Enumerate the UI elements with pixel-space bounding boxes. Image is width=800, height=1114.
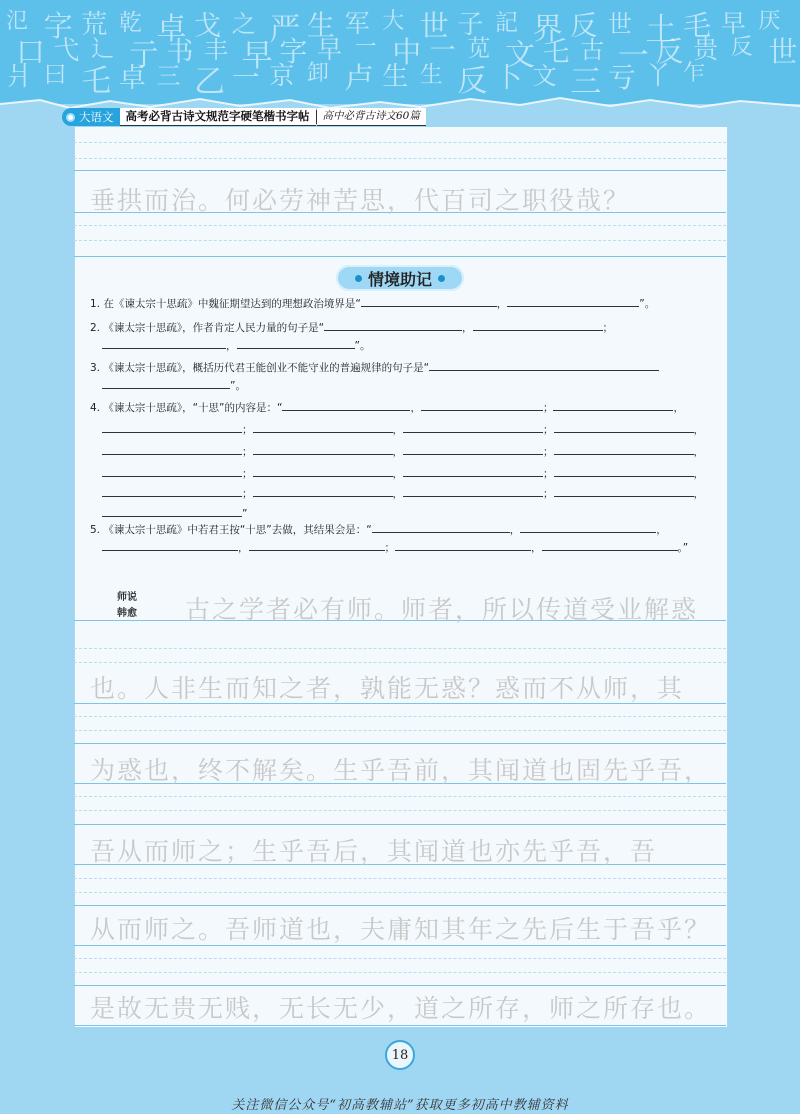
deco-char: 卸	[306, 61, 329, 86]
deco-char: 毛	[683, 9, 712, 42]
section-header	[336, 265, 464, 291]
answer-blank[interactable]	[249, 540, 385, 551]
deco-char: 口	[16, 35, 46, 69]
deco-char: 記	[495, 10, 519, 36]
badge-dot-icon	[66, 113, 75, 122]
question-2	[90, 320, 613, 335]
punct: ，	[392, 446, 403, 458]
punct: ；	[543, 424, 554, 436]
punct: ，	[693, 468, 704, 480]
deco-char: 字	[43, 9, 73, 43]
deco-char: 早	[720, 9, 746, 38]
answer-blank[interactable]	[421, 400, 543, 411]
deco-char: 一	[231, 61, 260, 94]
answer-blank[interactable]	[102, 378, 230, 389]
question-5	[90, 522, 667, 537]
guide-line	[74, 240, 726, 241]
answer-blank[interactable]	[403, 444, 543, 455]
punct: ，	[531, 542, 542, 554]
deco-char: 一	[617, 38, 649, 74]
poem-author: 韩愈	[117, 608, 137, 619]
punct: ；	[242, 468, 253, 480]
question-2-text: 2. 《谏太宗十思疏》，作者肯定人民力量的句子是“	[90, 322, 325, 334]
guide-line	[74, 730, 726, 731]
ruled-line	[74, 256, 726, 257]
answer-blank[interactable]	[102, 486, 242, 497]
guide-line	[74, 648, 726, 649]
trace-row-4: 吾从而师之；生乎吾后，其闻道也亦先乎吾，吾	[90, 837, 658, 866]
question-4	[90, 400, 684, 415]
guide-line	[74, 958, 726, 959]
deco-char: 字	[279, 35, 308, 68]
deco-char: 严	[269, 12, 301, 48]
deco-char: 卜	[495, 63, 523, 94]
question-3	[90, 360, 659, 375]
guide-line	[74, 225, 726, 226]
guide-line	[74, 796, 726, 797]
trace-text-top: 垂拱而治。何必劳神苦思，代百司之职役哉？	[90, 186, 631, 215]
punct: ”。	[639, 298, 656, 310]
guide-line	[74, 716, 726, 717]
punct: ，	[462, 322, 473, 334]
ruled-line	[74, 170, 726, 171]
question-4-row	[102, 444, 704, 459]
answer-blank[interactable]	[282, 400, 410, 411]
answer-blank[interactable]	[429, 360, 659, 371]
deco-char: 书	[166, 37, 194, 68]
deco-char: 贵	[693, 35, 719, 64]
punct: ”	[242, 508, 248, 520]
deco-char: 文	[532, 62, 557, 90]
section-title: 情境助记	[367, 269, 432, 289]
deco-char: 爿	[6, 62, 33, 92]
deco-char: 世	[768, 35, 798, 69]
answer-blank[interactable]	[253, 466, 393, 477]
page-header	[62, 108, 426, 126]
question-1	[90, 296, 655, 311]
deco-char: 一	[429, 36, 456, 66]
ruled-line	[74, 985, 726, 986]
guide-line	[74, 158, 726, 159]
deco-char: 乍	[683, 61, 706, 86]
answer-blank[interactable]	[102, 422, 242, 433]
question-5-text: 5. 《谏太宗十思疏》中若君王按“十思”去做，其结果会是：“	[90, 524, 372, 536]
deco-char: 弋	[53, 36, 80, 66]
guide-line	[74, 972, 726, 973]
deco-char: 辶	[91, 36, 115, 62]
deco-char: 乇	[542, 37, 570, 68]
page-number: 18	[385, 1040, 415, 1070]
deco-char: 丫	[645, 61, 671, 90]
deco-char: 乇	[81, 64, 112, 99]
ruled-line	[74, 1025, 726, 1026]
answer-blank[interactable]	[102, 338, 226, 349]
deco-char: 厌	[758, 9, 781, 34]
deco-char: 卓	[156, 12, 187, 47]
brand-label: 大语文	[79, 110, 114, 124]
deco-char: 氾	[6, 9, 29, 34]
ruled-line	[74, 743, 726, 744]
question-3-cont	[102, 378, 246, 393]
punct: ，	[693, 446, 704, 458]
punct: ，	[673, 402, 684, 414]
answer-blank[interactable]	[253, 486, 393, 497]
deco-char: 反	[730, 35, 753, 60]
answer-blank[interactable]	[403, 422, 543, 433]
punct: ，	[392, 488, 403, 500]
deco-char: 古	[580, 36, 605, 64]
deco-char: 世	[419, 9, 449, 43]
question-4-end	[102, 506, 247, 520]
poem-title: 师说	[117, 592, 137, 603]
deco-char: 乾	[118, 10, 142, 36]
deco-char: 戈	[194, 11, 222, 42]
deco-char: 亍	[128, 38, 159, 73]
answer-blank[interactable]	[237, 338, 355, 349]
guide-line	[74, 662, 726, 663]
punct: ；	[242, 446, 253, 458]
punct: ；	[602, 322, 614, 334]
answer-blank[interactable]	[403, 466, 543, 477]
bullet-dot-icon	[438, 275, 445, 282]
deco-char: 乙	[194, 64, 226, 100]
deco-char: 土	[645, 12, 677, 48]
deco-char: 军	[344, 9, 370, 38]
ruled-line	[74, 905, 726, 906]
deco-char: 文	[505, 38, 536, 73]
punct: ，	[496, 298, 508, 310]
question-3-text: 3. 《谏太宗十思疏》，概括历代君王能创业不能守业的普遍规律的句子是“	[90, 362, 430, 374]
footer-note: 关注微信公众号“初高教辅站”获取更多初高中教辅资料	[231, 1098, 569, 1113]
deco-char: 反	[655, 35, 684, 68]
punct: ，	[238, 542, 249, 554]
deco-char: 中	[392, 35, 422, 69]
deco-char: 亏	[607, 61, 636, 94]
guide-line	[74, 810, 726, 811]
deco-char: 丰	[204, 36, 229, 64]
answer-blank[interactable]	[253, 422, 393, 433]
deco-char: 生	[419, 62, 443, 88]
question-4-row	[102, 422, 704, 437]
book-subtitle: 高中必背古诗文60篇	[317, 108, 426, 126]
punct: ”。	[354, 340, 371, 352]
guide-line	[74, 892, 726, 893]
deco-char: 大	[382, 9, 405, 34]
question-5-cont	[102, 540, 688, 555]
answer-blank[interactable]	[473, 320, 603, 331]
deco-char: 世	[607, 10, 632, 38]
punct: ；	[242, 424, 253, 436]
guide-line	[74, 878, 726, 879]
punct: ”。	[230, 380, 246, 392]
trace-row-2: 也。人非生而知之者，孰能无惑？惑而不从师，其	[90, 674, 685, 703]
answer-blank[interactable]	[102, 540, 238, 551]
deco-char: 生	[382, 62, 409, 92]
answer-blank[interactable]	[372, 522, 510, 533]
deco-char: 之	[231, 10, 256, 38]
answer-blank[interactable]	[553, 400, 673, 411]
answer-blank[interactable]	[520, 522, 656, 533]
guide-line	[74, 142, 726, 143]
punct: ；	[542, 402, 554, 414]
punct: ；	[543, 468, 554, 480]
book-title: 高考必背古诗文规范字硬笔楷书字帖	[120, 108, 316, 126]
punct: ；	[384, 542, 395, 554]
answer-blank[interactable]	[253, 444, 393, 455]
punct: 。”	[677, 542, 689, 554]
question-4-text: 4. 《谏太宗十思疏》，“十思”的内容是：“	[90, 402, 283, 414]
punct: ，	[410, 402, 421, 414]
punct: ，	[509, 524, 521, 536]
deco-char: 卢	[344, 61, 374, 95]
punct: ，	[392, 468, 403, 480]
punct: ；	[242, 488, 253, 500]
deco-char: 曰	[43, 62, 67, 88]
punct: ；	[543, 446, 554, 458]
punct: ；	[543, 488, 554, 500]
bullet-dot-icon	[355, 275, 362, 282]
deco-char: 苋	[467, 36, 491, 62]
answer-blank[interactable]	[102, 466, 242, 477]
punct: ，	[693, 488, 704, 500]
deco-char: 反	[570, 11, 598, 42]
answer-blank[interactable]	[102, 444, 242, 455]
answer-blank[interactable]	[361, 296, 497, 307]
answer-blank[interactable]	[395, 540, 531, 551]
question-4-row	[102, 486, 704, 501]
trace-row-3: 为惑也，终不解矣。生乎吾前，其闻道也固先乎吾，	[90, 756, 712, 785]
ruled-line	[74, 824, 726, 825]
answer-blank[interactable]	[554, 486, 694, 497]
deco-char: 荒	[81, 10, 108, 40]
deco-char: 京	[269, 61, 295, 90]
answer-blank[interactable]	[403, 486, 543, 497]
answer-blank[interactable]	[542, 540, 678, 551]
deco-char: 卓	[118, 63, 146, 94]
answer-blank[interactable]	[507, 296, 639, 307]
brand-badge	[62, 108, 120, 126]
deco-char: 三	[570, 64, 602, 100]
answer-blank[interactable]	[102, 506, 242, 517]
answer-blank[interactable]	[554, 422, 694, 433]
trace-row-5: 从而师之。吾师道也，夫庸知其年之先后生于吾乎？	[90, 915, 712, 944]
answer-blank[interactable]	[554, 466, 694, 477]
deco-char: 早	[316, 35, 342, 64]
deco-char: 一	[354, 35, 377, 60]
punct: ，	[226, 340, 237, 352]
answer-blank[interactable]	[324, 320, 462, 331]
deco-char: 三	[156, 62, 181, 90]
answer-blank[interactable]	[554, 444, 694, 455]
deco-char: 反	[457, 64, 488, 99]
trace-row-1: 古之学者必有师。师者，所以传道受业解惑	[185, 595, 699, 624]
deco-char: 子	[457, 10, 484, 40]
question-2-cont	[102, 338, 370, 353]
punct: ，	[392, 424, 403, 436]
deco-char: 早	[241, 38, 273, 74]
deco-char: 界	[532, 12, 563, 47]
deco-char: 生	[306, 9, 335, 42]
punct: ，	[656, 524, 667, 536]
question-4-row	[102, 466, 704, 481]
punct: ，	[693, 424, 704, 436]
trace-row-6: 是故无贵无贱，无长无少，道之所存，师之所存也。	[90, 994, 712, 1023]
question-1-text: 1. 在《谏太宗十思疏》中魏征期望达到的理想政治境界是“	[90, 298, 361, 310]
